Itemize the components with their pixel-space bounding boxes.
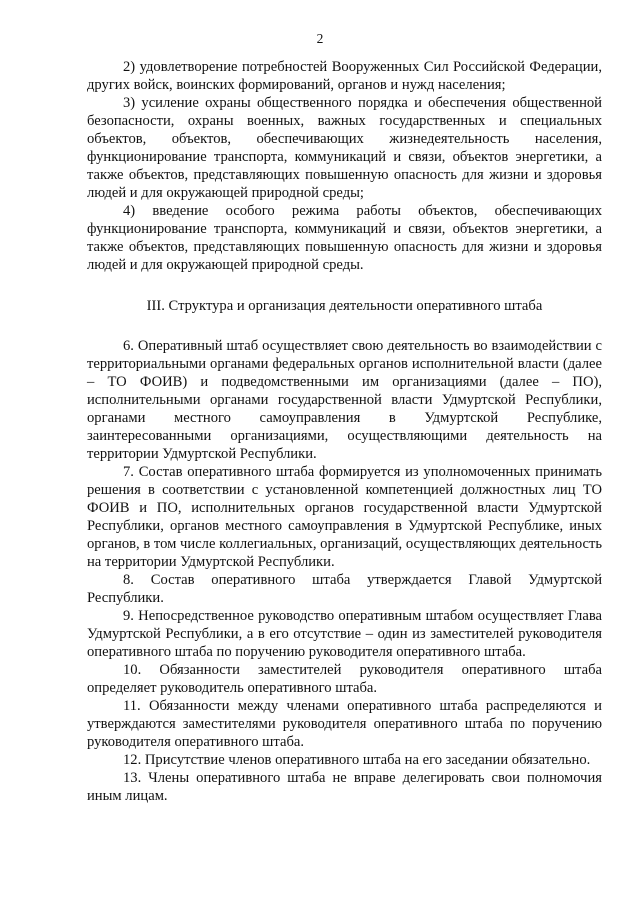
document-body <box>87 58 602 805</box>
paragraph-clause-13: 13. Члены оперативного штаба не вправе делегировать свои полномочия иным лицам. <box>87 770 602 804</box>
page-number: 2 <box>316 31 324 46</box>
paragraph-clause-6: 6. Оперативный штаб осуществляет свою деятельность во взаимодействии с территориальными органами федеральных органов исполнительной власти (далее – ТО ФОИВ) и подведомственными им организациями (далее – ПО), исполнительными органами государственной власти Удмуртской Республики, органами местного самоуправления в Удмуртской Республике, заинтересованными организациями, осуществляющими деятельность на территории Удмуртской Республики. <box>87 338 602 462</box>
paragraph-item-4: 4) введение особого режима работы объектов, обеспечивающих функционирование транспорта, коммуникаций и связи, объектов энергетики, а также объектов, представляющих повышенную опасность для жизни и здоровья людей и для окружающей природной среды. <box>87 203 602 273</box>
section-heading: III. Структура и организация деятельности оперативного штаба <box>146 298 543 314</box>
paragraph-clause-12: 12. Присутствие членов оперативного штаба на его заседании обязательно. <box>123 752 591 768</box>
paragraph-clause-10: 10. Обязанности заместителей руководителя оперативного штаба определяет руководитель оперативного штаба. <box>87 662 602 696</box>
paragraph-clause-9: 9. Непосредственное руководство оперативным штабом осуществляет Глава Удмуртской Республики, а в его отсутствие – один из заместителей руководителя оперативного штаба по поручению руководителя оперативного штаба. <box>87 608 602 660</box>
paragraph-clause-11: 11. Обязанности между членами оперативного штаба распределяются и утверждаются заместителями руководителя оперативного штаба по поручению руководителя оперативного штаба. <box>87 698 602 750</box>
paragraph-clause-7: 7. Состав оперативного штаба формируется из уполномоченных принимать решения в соответствии с установленной компетенцией должностных лиц ТО ФОИВ и ПО, исполнительных органов государственной власти Удмуртской Республики, органов местного самоуправления в Удмуртской Республике, иных органов, в том числе коллегиальных, организаций, осуществляющих деятельность на территории Удмуртской Республики. <box>87 464 602 570</box>
paragraph-item-2: 2) удовлетворение потребностей Вооруженных Сил Российской Федерации, других войск, воинских формирований, органов и нужд населения; <box>87 59 602 93</box>
paragraph-item-3: 3) усиление охраны общественного порядка и обеспечения общественной безопасности, охраны военных, важных государственных и специальных объектов, объектов, обеспечивающих жизнедеятельность населения, функционирование транспорта, коммуникаций и связи, объектов энергетики, а также объектов, представляющих повышенную опасность для жизни и здоровья людей и для окружающей природной среды; <box>87 95 602 201</box>
paragraph-clause-8: 8. Состав оперативного штаба утверждается Главой Удмуртской Республики. <box>87 572 602 606</box>
